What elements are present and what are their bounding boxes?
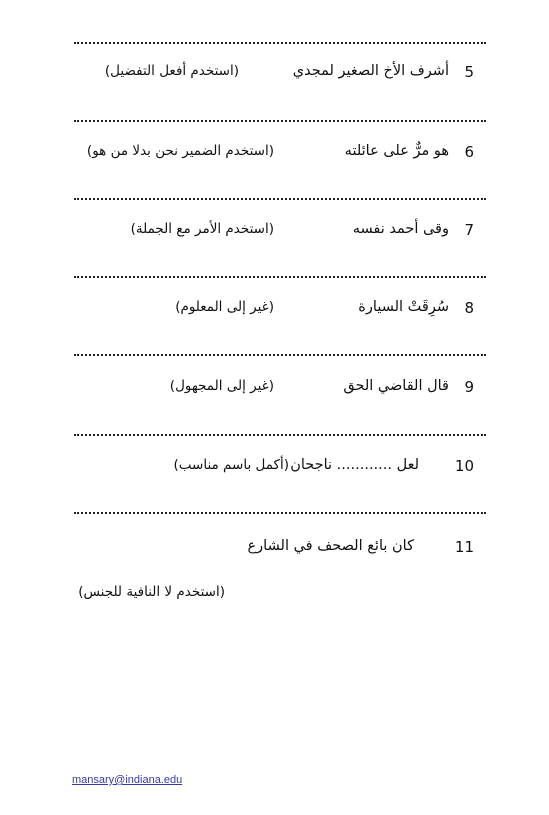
item-instruction: (استخدم الضمير نحن بدلا من هو) [86,143,274,159]
item-number: 5 [464,63,474,81]
exercise-item-5 [0,63,549,87]
item-instruction: (استخدم الأمر مع الجملة) [130,221,274,237]
item-sentence: كان بائع الصحف في الشارع [247,538,414,554]
item-instruction: (أكمل باسم مناسب) [173,457,289,473]
exercise-item-10 [0,457,549,481]
answer-line [74,344,486,356]
item-sentence: لعل ............ ناجحان [290,457,419,473]
item-sentence: وقى أحمد نفسه [352,221,449,237]
exercise-item-7 [0,221,549,245]
answer-line [74,266,486,278]
answer-line [74,110,486,122]
item-sentence: قال القاضي الحق [343,378,449,394]
item-sentence: سُرِقَتْ السيارة [358,299,449,315]
item-instruction: (استخدم أفعل التفضيل) [104,63,239,79]
item-sentence: هو مرٌّ على عائلته [344,143,449,159]
item-number: 11 [454,538,474,556]
item-instruction: (غير إلى المجهول) [169,378,274,394]
exercise-item-11 [0,538,549,562]
item-number: 8 [464,299,474,317]
item-instruction: (غير إلى المعلوم) [175,299,274,315]
answer-line [74,188,486,200]
author-email-link[interactable]: mansary@indiana.edu [72,774,183,786]
exercise-item-6 [0,143,549,167]
answer-line [74,424,486,436]
exercise-item-11-instruction-row [0,584,549,608]
item-sentence: أشرف الأخ الصغير لمجدي [292,63,449,79]
exercise-item-9 [0,378,549,402]
answer-line [74,32,486,44]
exercise-item-8 [0,299,549,323]
item-number: 6 [464,143,474,161]
item-number: 9 [464,378,474,396]
item-number: 7 [464,221,474,239]
answer-line [74,502,486,514]
item-number: 10 [454,457,474,475]
item-instruction: (استخدم لا النافية للجنس) [78,584,225,600]
